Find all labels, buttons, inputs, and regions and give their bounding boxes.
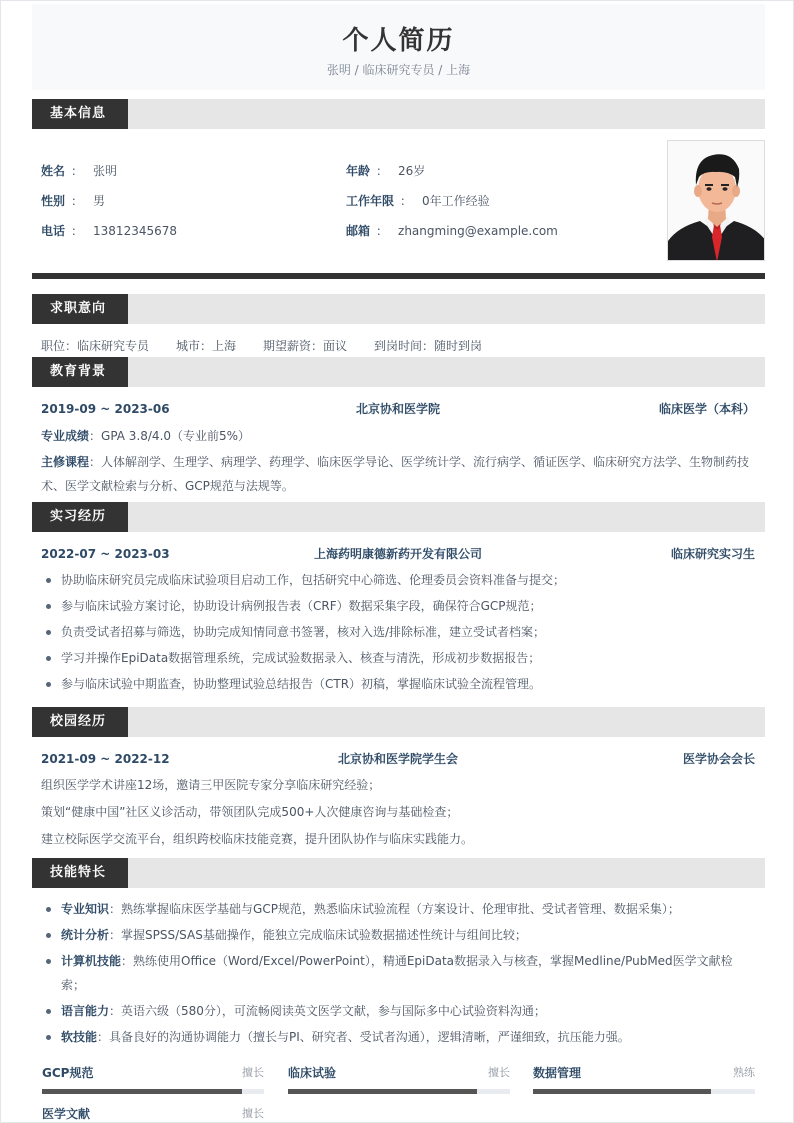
progress-track (288, 1089, 510, 1094)
section-header-skills (32, 858, 765, 888)
list-item: 语言能力：英语六级（580分），可流畅阅读英文医学文献，参与国际多中心试验资料沟通； (41, 998, 755, 1024)
section-title-skills: 技能特长 (32, 858, 128, 888)
intent-city: 城市：上海 (176, 339, 237, 353)
skill-bar-level: 擅长 (488, 1066, 510, 1079)
section-divider (32, 273, 765, 279)
info-label: 年龄 (346, 164, 371, 178)
skill-bar-name: 临床试验 (288, 1066, 337, 1080)
info-gender: 性别 ： 男 (41, 194, 106, 208)
internship-duties (41, 567, 755, 697)
skill-label: 计算机技能 (61, 954, 122, 968)
info-age: 年龄 ： 26岁 (346, 164, 426, 178)
list-item: 学习并操作EpiData数据管理系统，完成试验数据录入、核查与清洗，形成初步数据报告； (41, 645, 755, 671)
section-title-basic: 基本信息 (32, 99, 128, 129)
skill-bar-literature (42, 1105, 264, 1123)
info-label: 姓名 (41, 164, 66, 178)
education-school: 北京协和医学院 (355, 402, 440, 416)
education-period: 2019-09 ~ 2023-06 (41, 402, 170, 416)
skill-bar-clinical-trial (288, 1064, 510, 1104)
page-subtitle: 张明 / 临床研究专员 / 上海 (326, 63, 471, 77)
page-title: 个人简历 (342, 26, 455, 56)
list-item: 统计分析：掌握SPSS/SAS基础操作，能独立完成临床试验数据描述性统计与组间比较； (41, 922, 755, 948)
info-value: 男 (93, 194, 106, 208)
section-header-intent (32, 294, 765, 324)
info-label: 工作年限 (346, 194, 395, 208)
list-item: 参与临床试验方案讨论，协助设计病例报告表（CRF）数据采集字段，确保符合GCP规范； (41, 593, 755, 619)
info-value: 0年工作经验 (422, 194, 490, 208)
section-header-internship (32, 502, 765, 532)
section-header-education (32, 357, 765, 387)
skill-bar-level: 擅长 (242, 1066, 264, 1079)
skill-label: 专业知识 (61, 902, 110, 916)
progress-track (42, 1089, 264, 1094)
skill-bar-name: 医学文献 (42, 1107, 91, 1121)
progress-fill (288, 1089, 477, 1094)
campus-role: 医学协会会长 (682, 752, 755, 766)
job-intent-row (41, 337, 509, 355)
skill-label: 统计分析 (61, 928, 110, 942)
list-item: 计算机技能：熟练使用Office（Word/Excel/PowerPoint），精通EpiData数据录入与核查，掌握Medline/PubMed医学文献检索； (41, 948, 755, 998)
education-entry-header (41, 400, 755, 418)
profile-photo (667, 140, 765, 261)
skill-bar-name: GCP规范 (42, 1066, 94, 1080)
skill-label: 语言能力 (61, 1004, 110, 1018)
list-item: 软技能：具备良好的沟通协调能力（擅长与PI、研究者、受试者沟通），逻辑清晰，严谨细致，抗压能力强。 (41, 1024, 755, 1050)
gpa-label: 专业成绩 (41, 429, 90, 443)
list-item: 负责受试者招募与筛选，协助完成知情同意书签署，核对入选/排除标准，建立受试者档案； (41, 619, 755, 645)
info-name: 姓名 ： 张明 (41, 164, 118, 178)
list-item: 参与临床试验中期监查，协助整理试验总结报告（CTR）初稿，掌握临床试验全流程管理。 (41, 671, 755, 697)
resume-header (32, 4, 765, 90)
courses-value: ：人体解剖学、生理学、病理学、药理学、临床医学导论、医学统计学、流行病学、循证医学、临床研究方法学、生物制药技术、医学文献检索与分析、GCP规范与法规等。 (41, 455, 750, 493)
info-value: 张明 (93, 164, 118, 178)
skill-bar-level: 擅长 (242, 1107, 264, 1120)
section-header-campus (32, 707, 765, 737)
info-label: 电话 (41, 224, 66, 238)
list-item: 专业知识：熟练掌握临床医学基础与GCP规范，熟悉临床试验流程（方案设计、伦理审批、受试者管理、数据采集）； (41, 896, 755, 922)
section-header-basic (32, 99, 765, 129)
skill-bar-gcp (42, 1064, 264, 1104)
info-value: 26岁 (398, 164, 426, 178)
intent-position: 职位：临床研究专员 (41, 339, 150, 353)
campus-period: 2021-09 ~ 2022-12 (41, 752, 170, 766)
education-major: 临床医学（本科） (658, 402, 755, 416)
internship-role: 临床研究实习生 (670, 547, 755, 561)
gpa-value: ：GPA 3.8/4.0（专业前5%） (89, 429, 251, 443)
internship-entry-header (41, 545, 755, 563)
info-phone: 电话 ： 13812345678 (41, 224, 178, 238)
section-title-education: 教育背景 (32, 357, 128, 387)
campus-org: 北京协和医学院学生会 (337, 752, 458, 766)
info-years: 工作年限 ： 0年工作经验 (346, 194, 490, 208)
avatar-illustration (668, 141, 765, 261)
courses-label: 主修课程 (41, 455, 90, 469)
skill-bar-level: 熟练 (733, 1066, 755, 1079)
intent-availability: 到岗时间：随时到岗 (374, 339, 483, 353)
campus-item: 建立校际医学交流平台，组织跨校临床技能竞赛，提升团队协作与临床实践能力。 (41, 832, 474, 846)
skill-bar-data-management (533, 1064, 755, 1104)
info-label: 性别 (41, 194, 66, 208)
campus-entry-header (41, 750, 755, 768)
skill-label: 软技能 (61, 1030, 98, 1044)
info-value: 13812345678 (93, 224, 178, 238)
info-value: zhangming@example.com (398, 224, 558, 238)
internship-period: 2022-07 ~ 2023-03 (41, 547, 170, 561)
section-title-campus: 校园经历 (32, 707, 128, 737)
intent-salary: 期望薪资：面议 (263, 339, 348, 353)
education-gpa (41, 423, 755, 449)
progress-track (533, 1089, 755, 1094)
campus-item: 组织医学学术讲座12场，邀请三甲医院专家分享临床研究经验； (41, 778, 381, 792)
campus-item: 策划“健康中国”社区义诊活动，带领团队完成500+人次健康咨询与基础检查； (41, 805, 459, 819)
skill-bar-name: 数据管理 (533, 1066, 582, 1080)
info-email: 邮箱 ： zhangming@example.com (346, 224, 558, 238)
list-item: 协助临床研究员完成临床试验项目启动工作，包括研究中心筛选、伦理委员会资料准备与提交； (41, 567, 755, 593)
progress-fill (533, 1089, 711, 1094)
skills-list (41, 896, 755, 1050)
internship-company: 上海药明康德新药开发有限公司 (313, 547, 482, 561)
progress-fill (42, 1089, 242, 1094)
education-courses (41, 450, 755, 498)
section-title-internship: 实习经历 (32, 502, 128, 532)
info-label: 邮箱 (346, 224, 371, 238)
section-title-intent: 求职意向 (32, 294, 128, 324)
